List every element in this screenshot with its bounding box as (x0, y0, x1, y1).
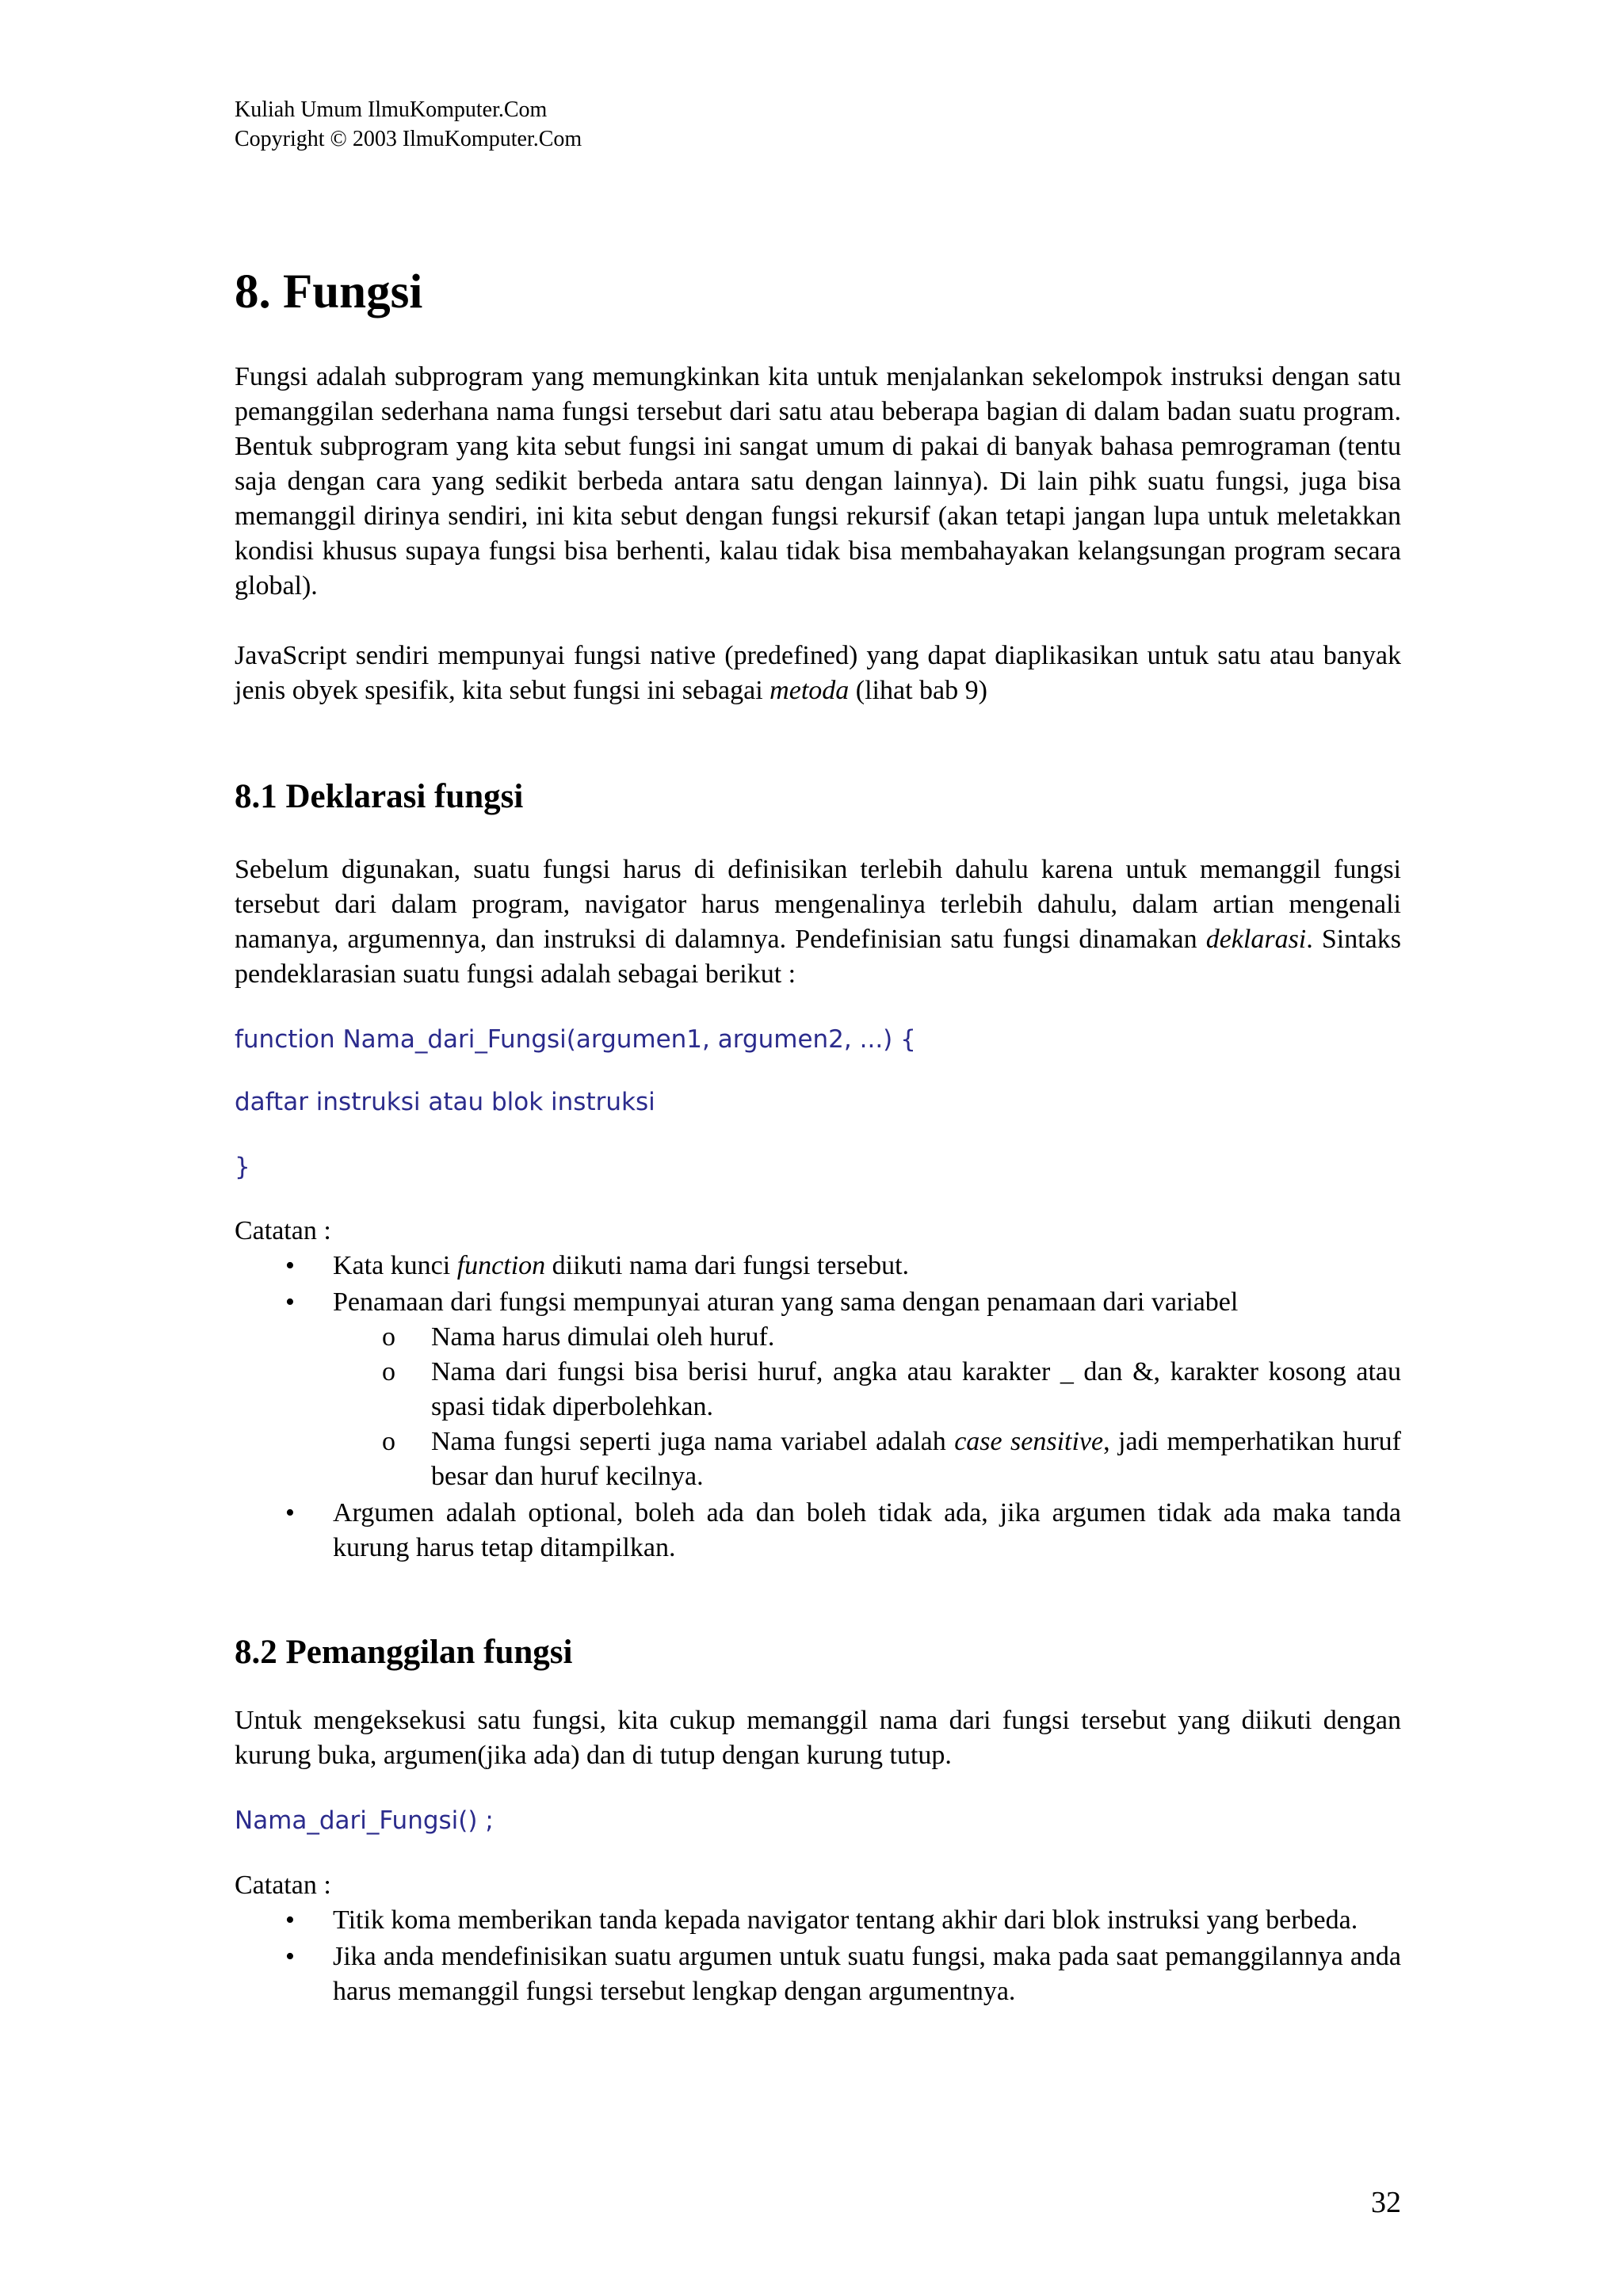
emphasis-metoda: metoda (769, 676, 850, 705)
notes-label-2: Catatan : (235, 1871, 331, 1900)
note-item: • Kata kunci function diikuti nama dari fungsi tersebut. (235, 1249, 1401, 1283)
code-line-closing-brace: } (235, 1153, 250, 1181)
section-2-title: 8.2 Pemanggilan fungsi (235, 1634, 573, 1671)
note-item: • Titik koma memberikan tanda kepada navigator tentang akhir dari blok instruksi yang berbeda. (235, 1903, 1401, 1938)
code-line-function-declaration: function Nama_dari_Fungsi(argumen1, argumen2, ...) { (235, 1025, 916, 1054)
code-line-function-call: Nama_dari_Fungsi() ; (235, 1806, 494, 1835)
note-item: • Argumen adalah optional, boleh ada dan boleh tidak ada, jika argumen tidak ada maka tanda kurung harus tetap ditampilkan. (235, 1496, 1401, 1566)
intro-paragraph-1: Fungsi adalah subprogram yang memungkinkan kita untuk menjalankan sekelompok instruksi dengan satu pemanggilan sederhana nama fungsi tersebut dari satu atau beberapa bagian di dalam badan suatu program. Bentuk subprogram yang kita sebut fungsi ini sangat umum di pakai di banyak bahasa pemrograman (tentu saja dengan cara yang sedikit berbeda antara satu dengan lainnya). Di lain pihk suatu fungsi, juga bisa memanggil dirinya sendiri, ini kita sebut dengan fungsi rekursif (akan tetapi jangan lupa untuk meletakkan kondisi khusus supaya fungsi bisa berhenti, kalau tidak bisa membahayakan kelangsungan program secara global). (235, 362, 1401, 601)
section-2-paragraph: Untuk mengeksekusi satu fungsi, kita cukup memanggil nama dari fungsi tersebut yang diikuti dengan kurung buka, argumen(jika ada) dan di tutup dengan kurung tutup. (235, 1706, 1401, 1770)
page-header (235, 95, 582, 154)
notes-label-1: Catatan : (235, 1216, 331, 1245)
sub-note-item: o Nama dari fungsi bisa berisi huruf, angka atau karakter _ dan &, karakter kosong atau spasi tidak diperbolehkan. (333, 1355, 1401, 1425)
note-item: • Penamaan dari fungsi mempunyai aturan yang sama dengan penamaan dari variabel o Nama harus dimulai oleh huruf. o Nama dari fungsi bisa berisi huruf, angka atau karakter _ dan &, karakter kosong atau spasi tidak diperbolehkan. o Nama fungsi seperti juga nama variabel adalah case sensitive, jadi memperhatikan huruf besar dan huruf kecilnya. (235, 1285, 1401, 1494)
header-line-2: Copyright © 2003 IlmuKomputer.Com (235, 127, 582, 151)
section-1-title: 8.1 Deklarasi fungsi (235, 778, 524, 815)
intro-paragraph-2: JavaScript sendiri mempunyai fungsi native (predefined) yang dapat diaplikasikan untuk satu atau banyak jenis obyek spesifik, kita sebut fungsi ini sebagai metoda (lihat bab 9) (235, 641, 1401, 705)
emphasis-deklarasi: deklarasi (1205, 925, 1307, 954)
emphasis-function: function (456, 1251, 546, 1280)
sub-note-item: o Nama fungsi seperti juga nama variabel adalah case sensitive, jadi memperhatikan huruf besar dan huruf kecilnya. (333, 1425, 1401, 1494)
chapter-title: 8. Fungsi (235, 265, 423, 318)
sub-notes-list (333, 1320, 1401, 1494)
sub-note-item: o Nama harus dimulai oleh huruf. (333, 1320, 1401, 1355)
emphasis-case-sensitive: case sensitive (954, 1427, 1104, 1456)
page-number: 32 (1371, 2186, 1401, 2219)
notes-list-2 (235, 1903, 1401, 2011)
notes-list-1 (235, 1249, 1401, 1567)
code-line-instructions: daftar instruksi atau blok instruksi (235, 1088, 655, 1116)
header-line-1: Kuliah Umum IlmuKomputer.Com (235, 97, 548, 122)
note-item: • Jika anda mendefinisikan suatu argumen untuk suatu fungsi, maka pada saat pemanggilannya anda harus memanggil fungsi tersebut lengkap dengan argumentnya. (235, 1939, 1401, 2009)
section-1-paragraph: Sebelum digunakan, suatu fungsi harus di definisikan terlebih dahulu karena untuk memanggil fungsi tersebut dari dalam program, navigator harus mengenalinya terlebih dahulu, dalam artian mengenali namanya, argumennya, dan instruksi di dalamnya. Pendefinisian satu fungsi dinamakan deklarasi. Sintaks pendeklarasian suatu fungsi adalah sebagai berikut : (235, 855, 1401, 989)
